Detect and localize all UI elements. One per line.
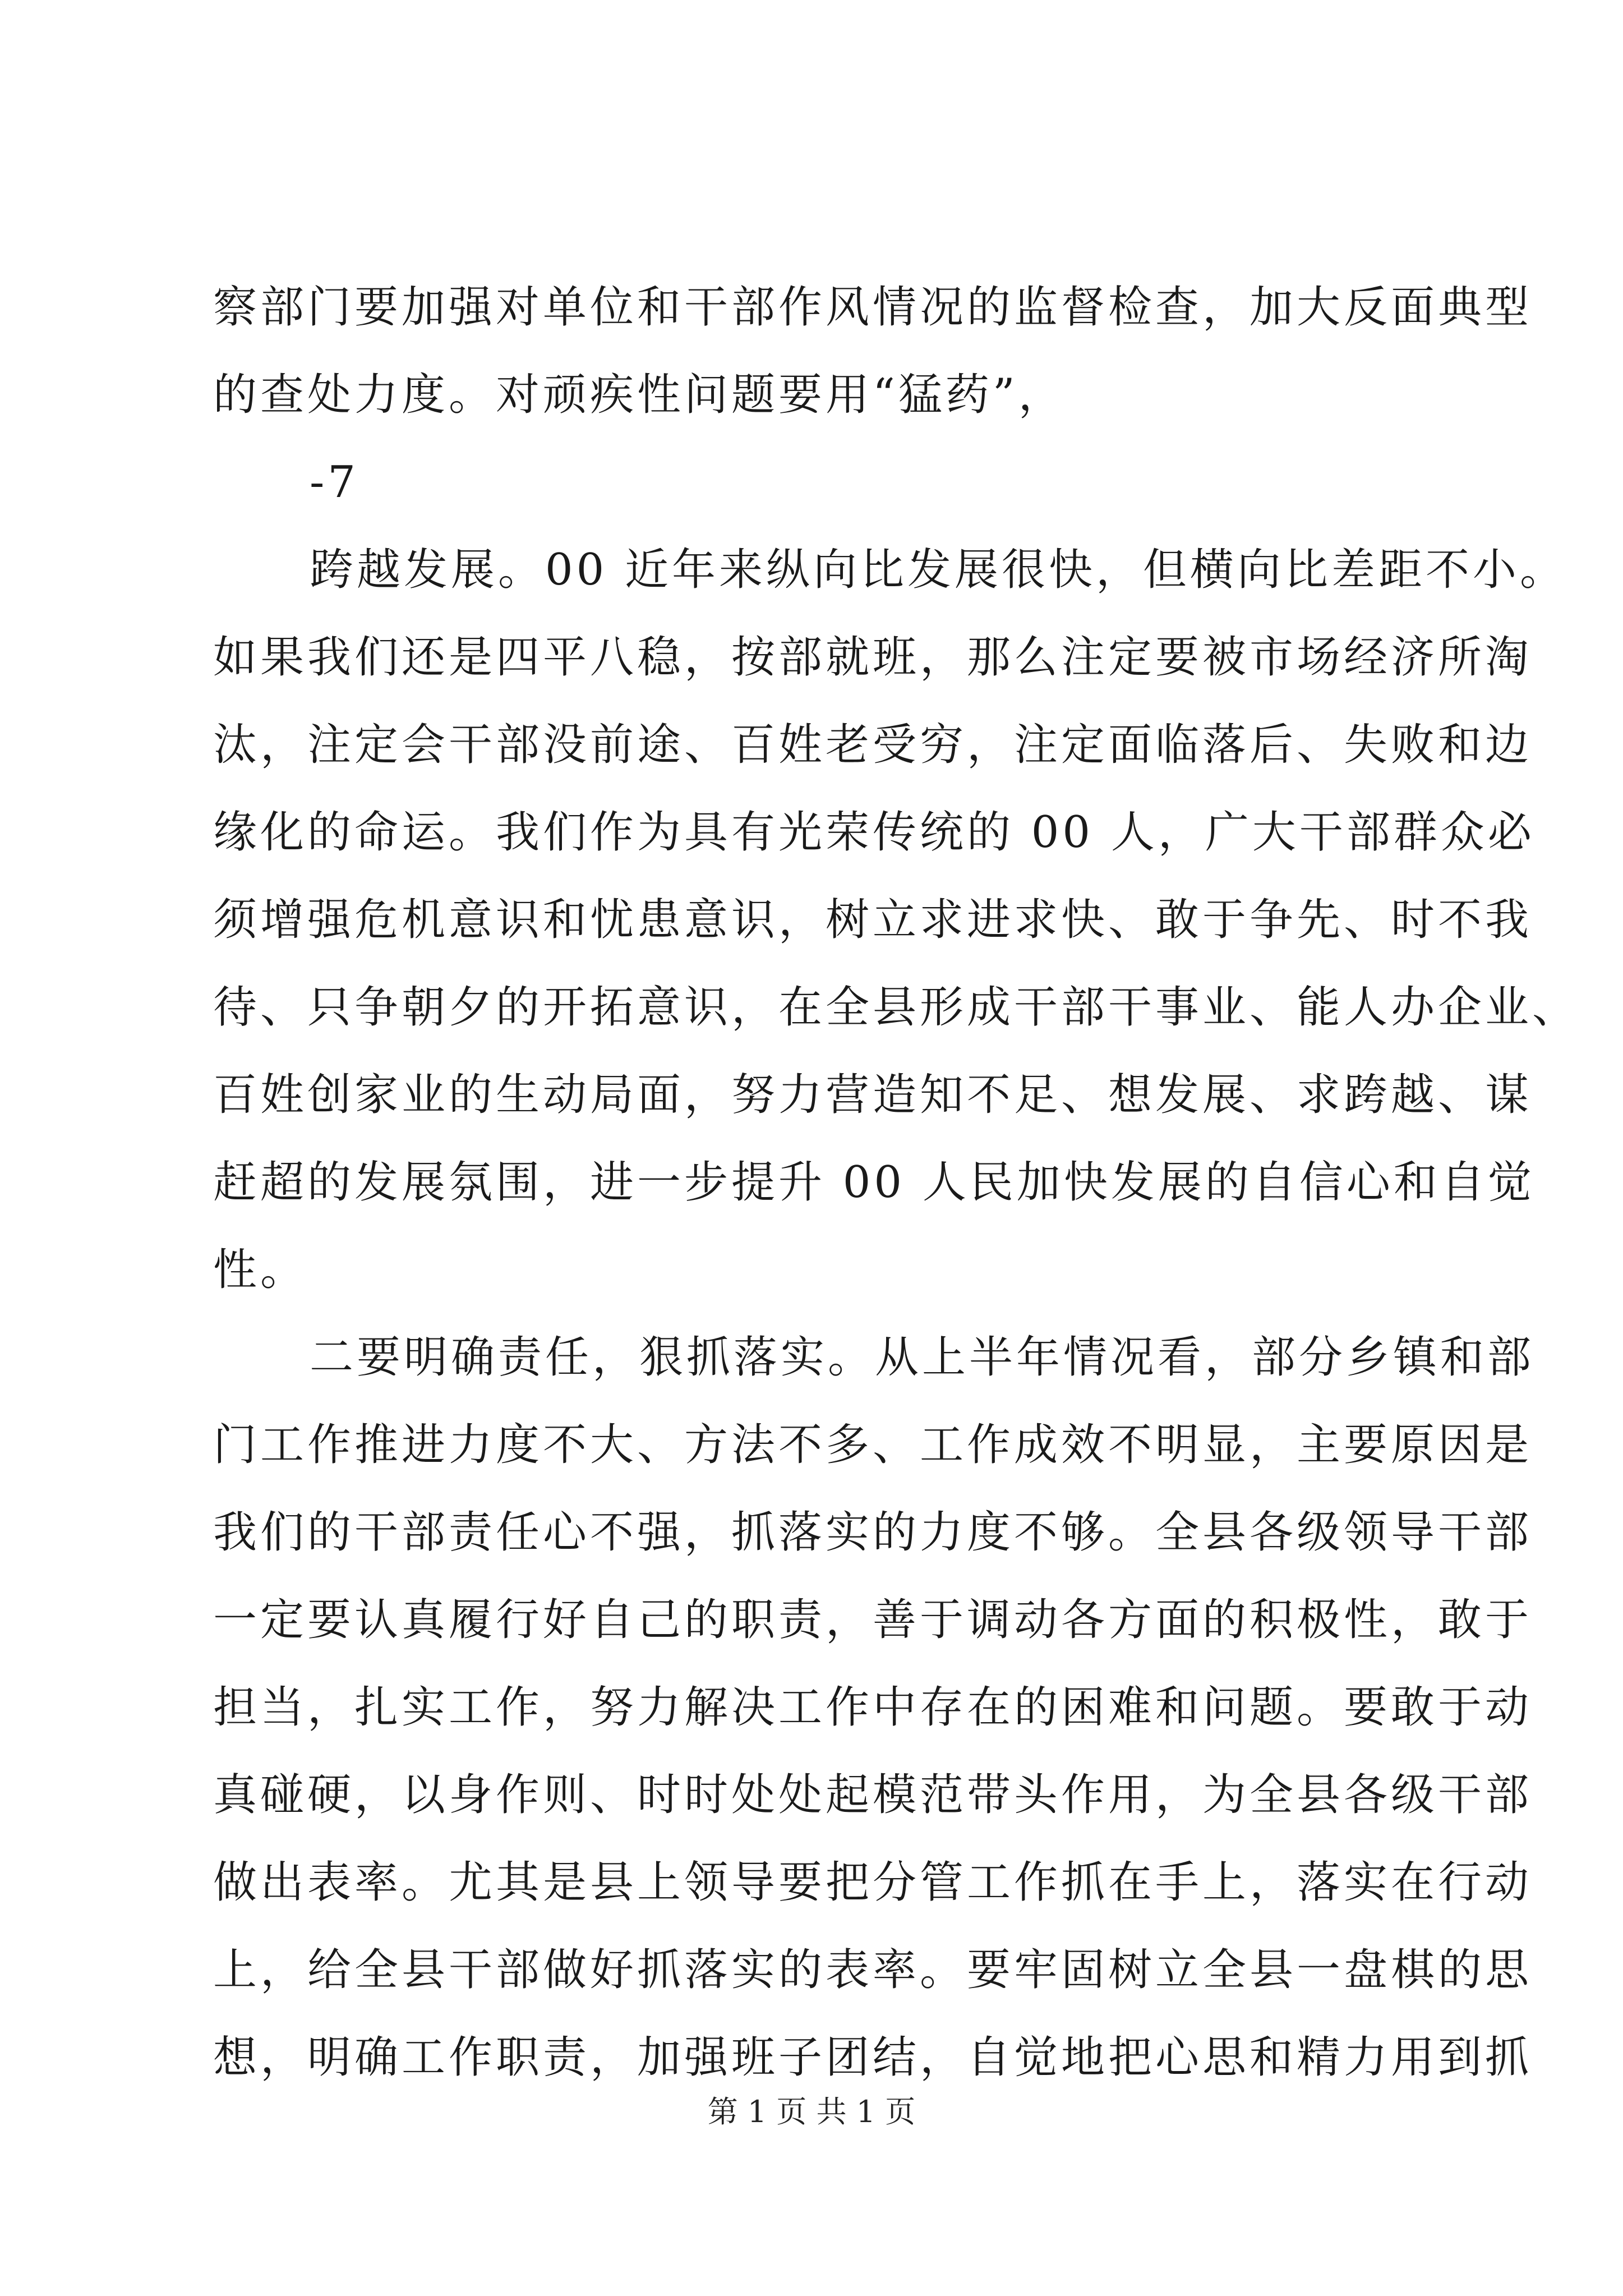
text-line-10: 百姓创家业的生动局面，努力营造知不足、想发展、求跨越、谋: [213, 1070, 1533, 1120]
page-footer: 第 1 页 共 1 页: [707, 2094, 916, 2129]
text-line-16: 一定要认真履行好自己的职责，善于调动各方面的积极性，敢于: [213, 1595, 1533, 1645]
text-line-15: 我们的干部责任心不强，抓落实的力度不够。全县各级领导干部: [213, 1507, 1533, 1558]
document-body: [213, 264, 1580, 2101]
text-line-6: 汰，注定会干部没前途、百姓老受穷，注定面临落后、失败和边: [213, 720, 1533, 770]
text-line-18: 真碰硬，以身作则、时时处处起模范带头作用，为全县各级干部: [213, 1770, 1533, 1820]
text-line-2: 的查处力度。对顽疾性问题要用“猛药”，: [213, 370, 1066, 420]
text-line-21: 想，明确工作职责，加强班子团结，自觉地把心思和精力用到抓: [213, 2032, 1533, 2083]
text-line-14: 门工作推进力度不大、方法不多、工作成效不明显，主要原因是: [213, 1420, 1533, 1470]
text-line-1: 察部门要加强对单位和干部作风情况的监督检查，加大反面典型: [213, 282, 1533, 333]
text-line-11: 赶超的发展氛围，进一步提升 00 人民加快发展的自信心和自觉: [213, 1157, 1535, 1208]
text-line-9: 待、只争朝夕的开拓意识，在全县形成干部干事业、能人办企业、: [213, 982, 1580, 1033]
text-line-19: 做出表率。尤其是县上领导要把分管工作抓在手上，落实在行动: [213, 1857, 1533, 1908]
text-line-17: 担当，扎实工作，努力解决工作中存在的困难和问题。要敢于动: [213, 1682, 1533, 1733]
text-line-12: 性。: [213, 1245, 308, 1295]
text-line-20: 上，给全县干部做好抓落实的表率。要牢固树立全县一盘棋的思: [213, 1945, 1533, 1995]
text-line-5: 如果我们还是四平八稳，按部就班，那么注定要被市场经济所淘: [213, 632, 1533, 683]
text-line-7: 缘化的命运。我们作为具有光荣传统的 00 人，广大干部群众必: [213, 807, 1535, 858]
paragraph-start-line: 跨越发展。00 近年来纵向比发展很快，但横向比差距不小。: [310, 545, 1567, 595]
text-line-3: -7: [310, 457, 359, 508]
paragraph-start-line: 二要明确责任，狠抓落实。从上半年情况看，部分乡镇和部: [310, 1332, 1535, 1383]
text-line-8: 须增强危机意识和忧患意识，树立求进求快、敢于争先、时不我: [213, 895, 1533, 945]
